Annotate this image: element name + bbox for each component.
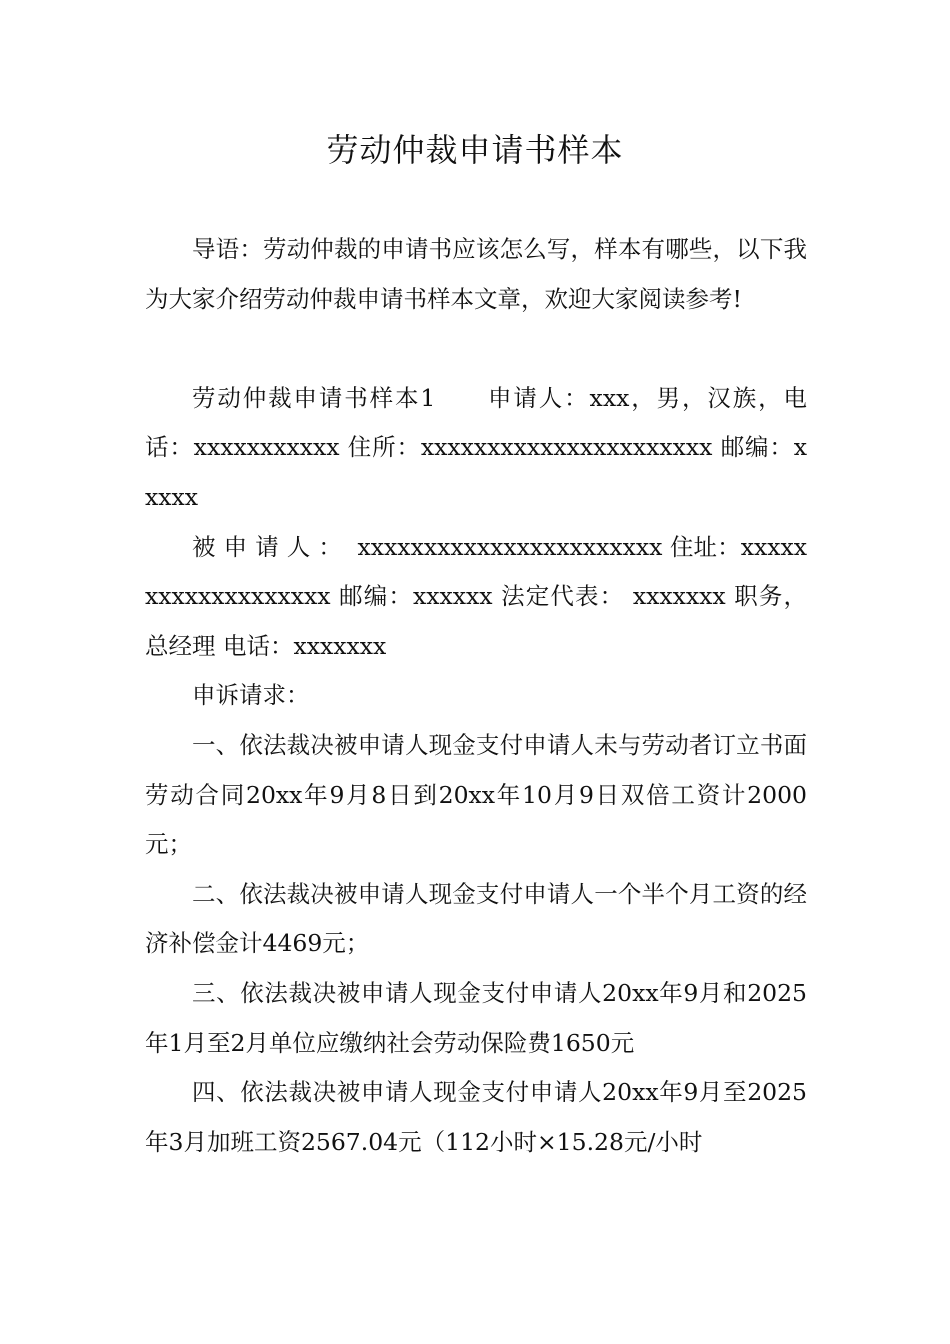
claim-item-4: 四、依法裁决被申请人现金支付申请人20xx年9月至2025年3月加班工资2567.04元（112小时×15.28元/小时 xyxy=(145,1078,807,1156)
document-body xyxy=(145,225,807,1167)
respondent-paragraph xyxy=(145,523,807,672)
respondent-label: 被申请人： xyxy=(192,532,350,561)
document-title: 劳动仲裁申请书样本 xyxy=(326,131,624,169)
intro-paragraph: 导语：劳动仲裁的申请书应该怎么写，样本有哪些，以下我为大家介绍劳动仲裁申请书样本文章，欢迎大家阅读参考! xyxy=(145,235,807,313)
claims-heading: 申诉请求： xyxy=(192,681,310,710)
applicant-paragraph: 劳动仲裁申请书样本1 申请人：xxx，男，汉族，电话：xxxxxxxxxxx 住所：xxxxxxxxxxxxxxxxxxxxxx 邮编：xxxxx xyxy=(145,383,807,511)
paragraph-gap xyxy=(145,324,807,374)
claim-item-3: 三、依法裁决被申请人现金支付申请人20xx年9月和2025年1月至2月单位应缴纳社会劳动保险费1650元 xyxy=(145,978,807,1057)
respondent-details: xxxxxxxxxxxxxxxxxxxxxxx 住址：xxxxxxxxxxxxxxxxxxx 邮编：xxxxxx 法定代表： xxxxxxx 职务，总经理 电话：xxxxxxx xyxy=(145,532,807,660)
claim-item-1: 一、依法裁决被申请人现金支付申请人未与劳动者订立书面劳动合同20xx年9月8日到20xx年10月9日双倍工资计2000元； xyxy=(145,730,807,859)
claim-item-2: 二、依法裁决被申请人现金支付申请人一个半个月工资的经济补偿金计4469元； xyxy=(145,879,807,958)
